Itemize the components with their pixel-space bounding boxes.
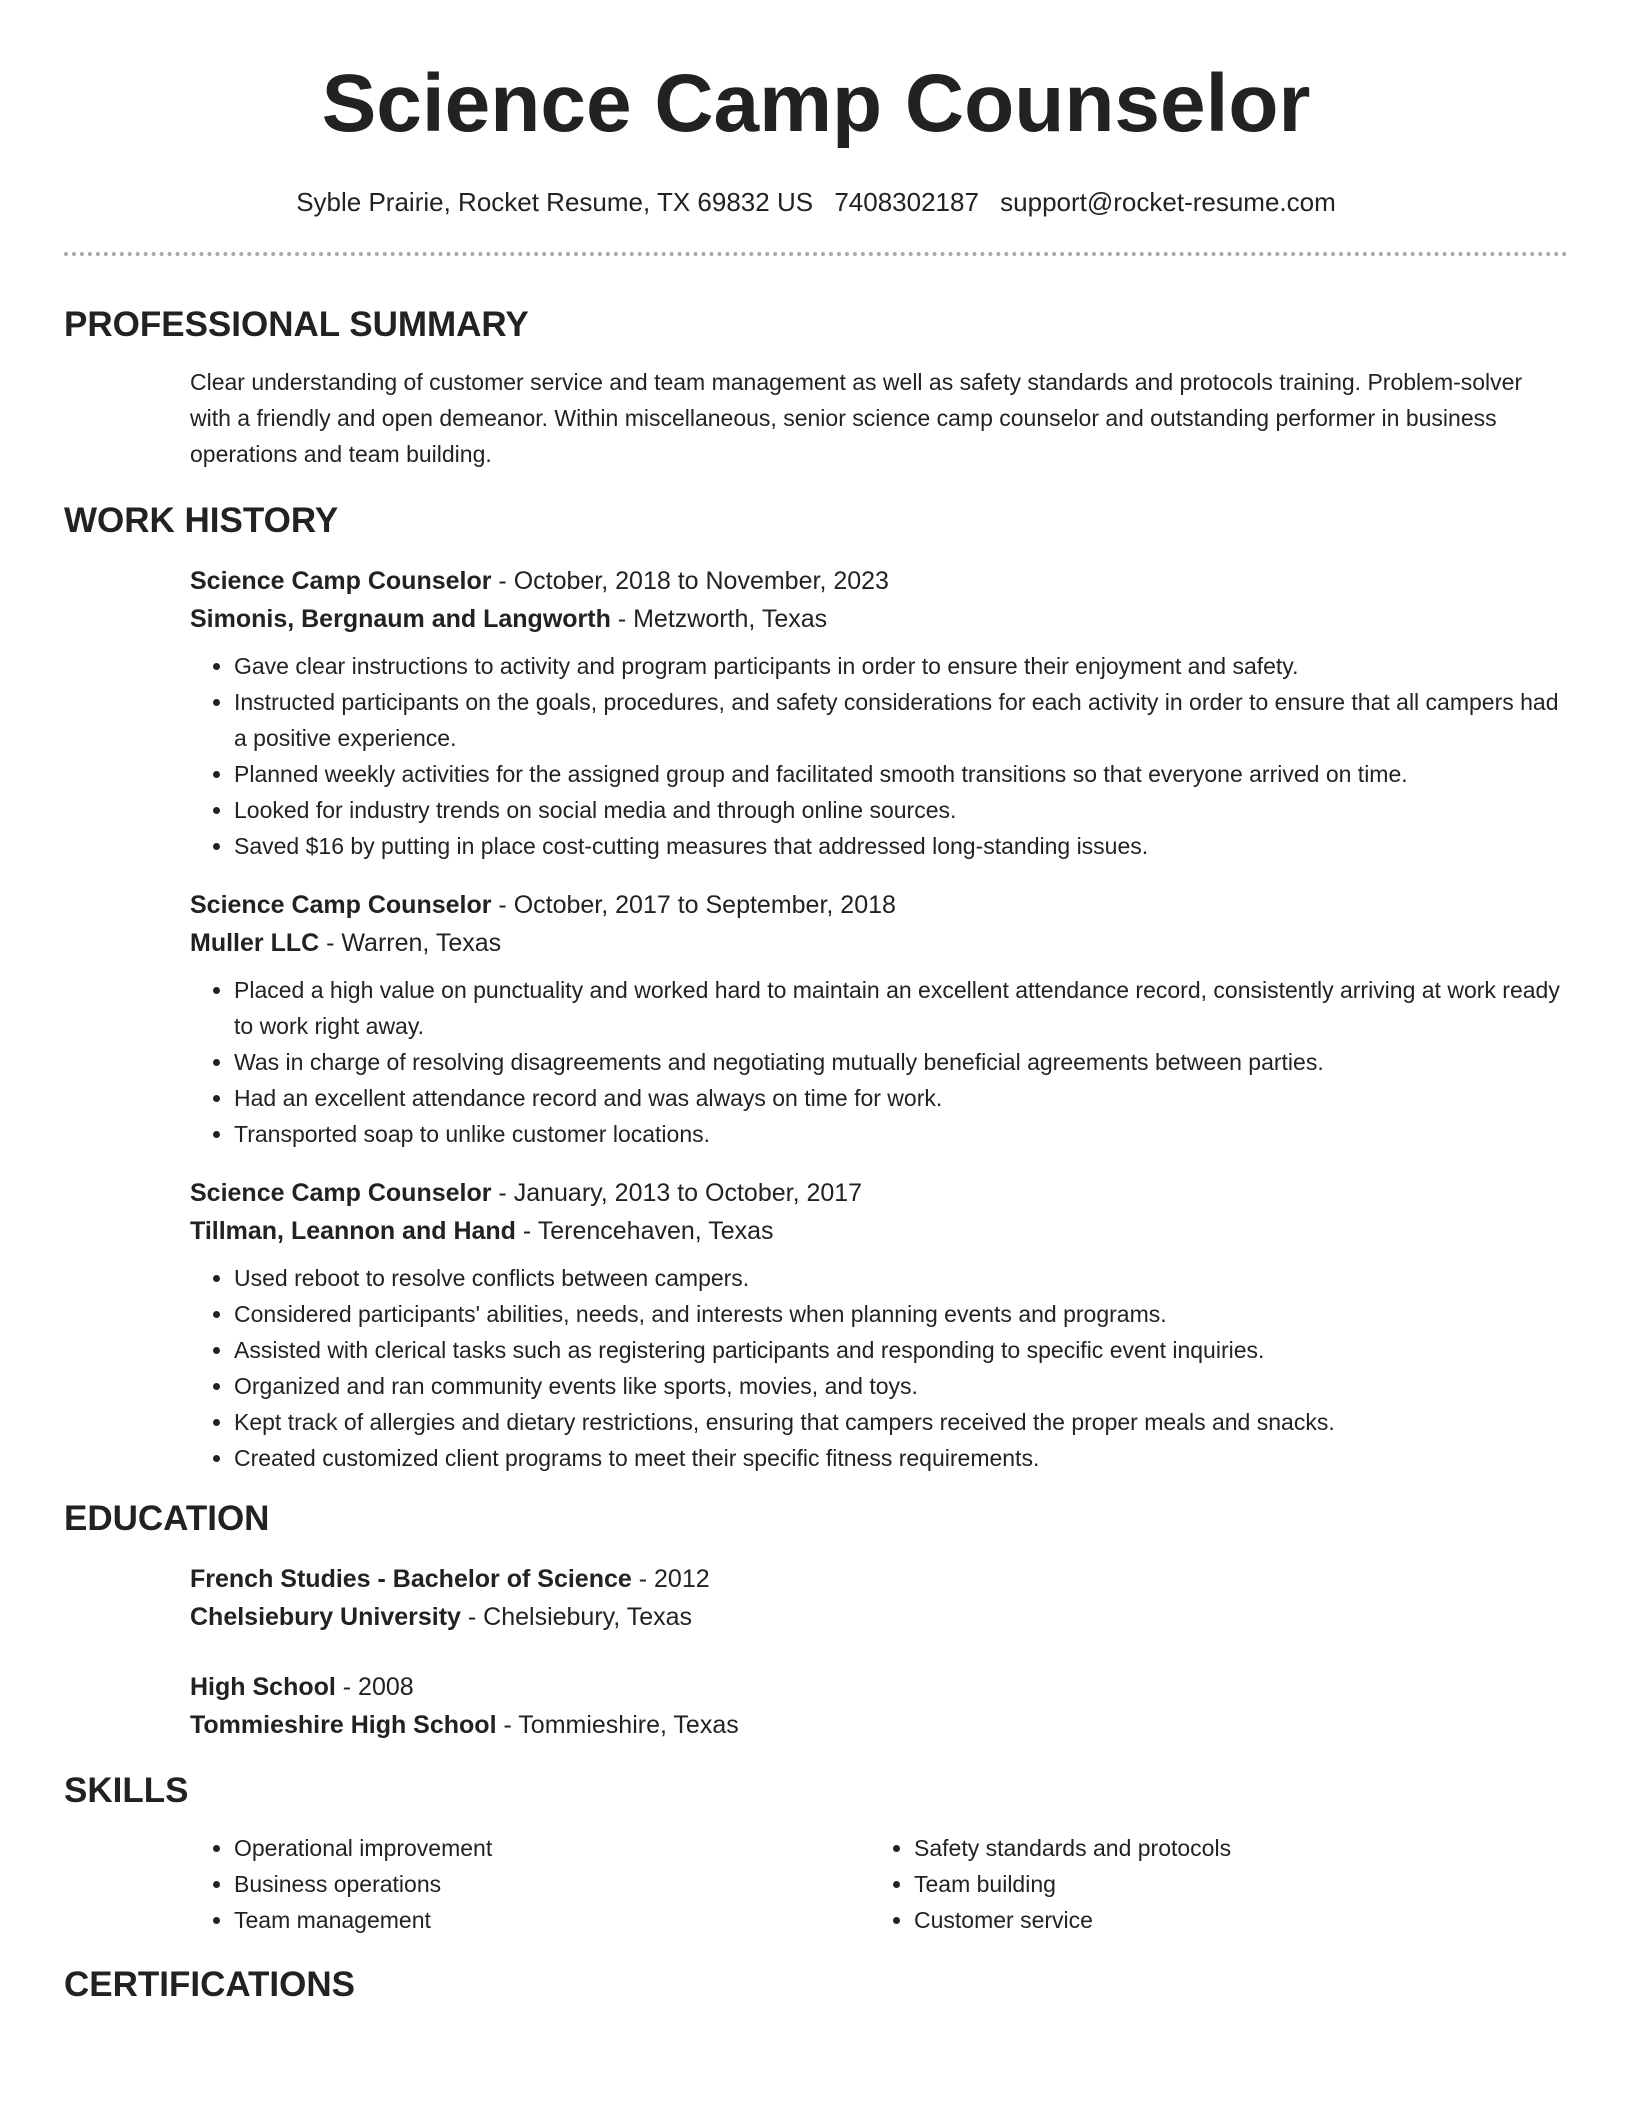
job-role: Science Camp Counselor: [190, 567, 492, 595]
section-title-summary: PROFESSIONAL SUMMARY: [64, 305, 529, 344]
section-title-skills: SKILLS: [64, 1771, 189, 1810]
list-item: • Kept track of allergies and dietary restrictions, ensuring that campers received the proper meals and snacks.: [234, 1404, 1568, 1440]
list-item: • Had an excellent attendance record and was always on time for work.: [234, 1080, 1568, 1116]
list-item: • Looked for industry trends on social media and through online sources.: [234, 792, 1568, 828]
job-entry: [190, 562, 1568, 864]
job-title-line: [190, 886, 1568, 924]
list-item: • Business operations: [234, 1866, 870, 1902]
job-title-line: [190, 1174, 1568, 1212]
contact-phone: 7408302187: [834, 187, 979, 217]
job-bullets: [190, 1260, 1568, 1476]
list-item: • Used reboot to resolve conflicts between campers.: [234, 1260, 1568, 1296]
list-item: • Operational improvement: [234, 1830, 870, 1866]
skills-column-left: [190, 1830, 870, 1938]
work-history-section: [64, 500, 1568, 1476]
list-item: • Saved $16 by putting in place cost-cutting measures that addressed long-standing issues.: [234, 828, 1568, 864]
job-company-line: [190, 1212, 1568, 1250]
section-title-education: EDUCATION: [64, 1499, 270, 1538]
section-title-work-history: WORK HISTORY: [64, 501, 339, 540]
education-entry: [190, 1560, 1568, 1636]
list-item: • Transported soap to unlike customer locations.: [234, 1116, 1568, 1152]
list-item: • Customer service: [914, 1902, 1550, 1938]
job-location: - Terencehaven, Texas: [515, 1217, 774, 1245]
certifications-section: [64, 1964, 1568, 2006]
job-dates: - October, 2017 to September, 2018: [491, 891, 896, 919]
list-item: • Planned weekly activities for the assigned group and facilitated smooth transitions so that everyone arrived on time.: [234, 756, 1568, 792]
contact-email: support@rocket-resume.com: [1000, 187, 1336, 217]
list-item: • Gave clear instructions to activity and program participants in order to ensure their enjoyment and safety.: [234, 648, 1568, 684]
skills-column-right: [870, 1830, 1550, 1938]
skills-grid: [190, 1830, 1568, 1938]
job-title-line: [190, 562, 1568, 600]
list-item: • Assisted with clerical tasks such as registering participants and responding to specific event inquiries.: [234, 1332, 1568, 1368]
list-item: • Instructed participants on the goals, procedures, and safety considerations for each activity in order to ensure that all campers had a positive experience.: [234, 684, 1568, 756]
degree-year: - 2012: [631, 1565, 710, 1593]
education-entry: [190, 1668, 1568, 1744]
skills-section: [64, 1770, 1568, 1938]
list-item: • Placed a high value on punctuality and worked hard to maintain an excellent attendance record, consistently arriving at work ready to work right away.: [234, 972, 1568, 1044]
job-company-line: [190, 924, 1568, 962]
job-entry: [190, 886, 1568, 1152]
job-bullets: [190, 972, 1568, 1152]
list-item: • Was in charge of resolving disagreements and negotiating mutually beneficial agreements between parties.: [234, 1044, 1568, 1080]
contact-line: [0, 187, 1632, 218]
job-company-line: [190, 600, 1568, 638]
job-location: - Metzworth, Texas: [610, 605, 828, 633]
header-divider: [64, 252, 1568, 256]
degree: High School: [190, 1673, 336, 1701]
list-item: • Created customized client programs to meet their specific fitness requirements.: [234, 1440, 1568, 1476]
job-dates: - January, 2013 to October, 2017: [491, 1179, 863, 1207]
degree-year: - 2008: [335, 1673, 414, 1701]
job-entry: [190, 1174, 1568, 1476]
job-role: Science Camp Counselor: [190, 1179, 492, 1207]
list-item: • Team building: [914, 1866, 1550, 1902]
candidate-name: Science Camp Counselor: [321, 58, 1311, 149]
job-company: Simonis, Bergnaum and Langworth: [190, 605, 611, 633]
list-item: • Considered participants' abilities, needs, and interests when planning events and programs.: [234, 1296, 1568, 1332]
school-location: - Tommieshire, Texas: [496, 1711, 739, 1739]
job-bullets: [190, 648, 1568, 864]
education-section: [64, 1498, 1568, 1744]
degree-line: [190, 1560, 1568, 1598]
job-company: Muller LLC: [190, 929, 320, 957]
job-dates: - October, 2018 to November, 2023: [491, 567, 889, 595]
list-item: • Organized and ran community events like sports, movies, and toys.: [234, 1368, 1568, 1404]
school-line: [190, 1598, 1568, 1636]
summary-section: [64, 304, 1568, 472]
summary-text: Clear understanding of customer service and team management as well as safety standards and protocols training. Problem-solver with a friendly and open demeanor. Within miscellaneous, senior science camp counselor and outstanding performer in business operations and team building.: [190, 369, 1523, 467]
school: Tommieshire High School: [190, 1711, 497, 1739]
job-role: Science Camp Counselor: [190, 891, 492, 919]
contact-address: Syble Prairie, Rocket Resume, TX 69832 US: [296, 187, 814, 217]
school-line: [190, 1706, 1568, 1744]
job-company: Tillman, Leannon and Hand: [190, 1217, 516, 1245]
list-item: • Team management: [234, 1902, 870, 1938]
degree: French Studies - Bachelor of Science: [190, 1565, 632, 1593]
school-location: - Chelsiebury, Texas: [460, 1603, 693, 1631]
degree-line: [190, 1668, 1568, 1706]
list-item: • Safety standards and protocols: [914, 1830, 1550, 1866]
section-title-certifications: CERTIFICATIONS: [64, 1965, 356, 2004]
job-location: - Warren, Texas: [319, 929, 502, 957]
school: Chelsiebury University: [190, 1603, 461, 1631]
